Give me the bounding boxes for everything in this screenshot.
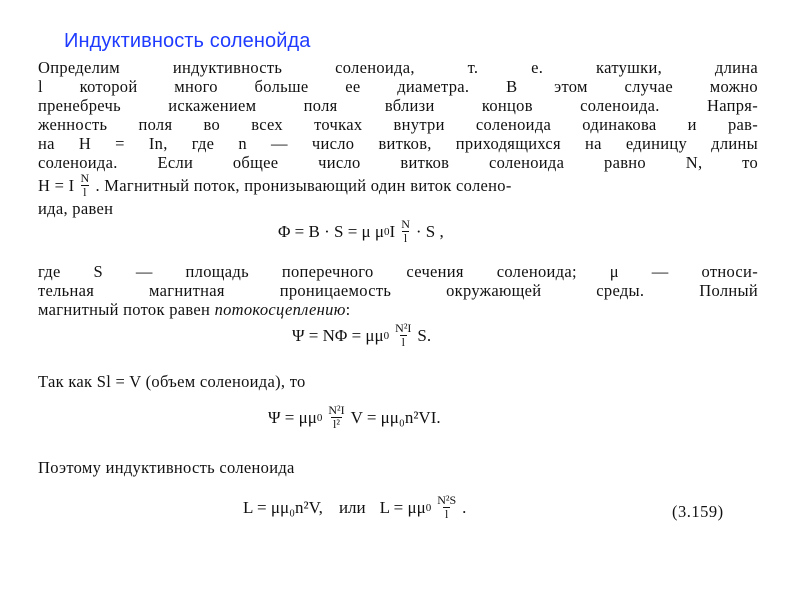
fraction-numerator: N²S [437, 493, 457, 507]
equation-part: · S , [415, 221, 444, 241]
fraction-denominator: l [445, 507, 449, 521]
fraction [393, 322, 413, 349]
text-line: Так как Sl = V (объем соленоида), то [38, 372, 306, 391]
text-line: l которой много больше ее диаметра. В этом случае можно [38, 77, 758, 96]
subscript: 0 [425, 501, 432, 514]
subscript: 0 [384, 225, 390, 238]
equation-part: S. [417, 325, 432, 345]
text-line: Поэтому индуктивность соленоида [38, 458, 295, 477]
fraction-numerator: N [401, 217, 410, 231]
fraction-n-over-l [78, 172, 91, 199]
fraction [326, 404, 346, 431]
subscript: 0 [316, 411, 323, 424]
fraction-denominator: l [403, 231, 408, 245]
fraction-numerator: N [80, 171, 90, 185]
equation-flux-linkage-volume [268, 404, 441, 431]
fraction-numerator: N²I [395, 321, 412, 335]
text-line: соленоида. Если общее число витков соленоида равно N, то [38, 153, 758, 172]
text-line [38, 300, 758, 319]
equation-part: L = μμ [379, 497, 426, 517]
text-line: тельная магнитная проницаемость окружающей среды. Полный [38, 281, 758, 300]
equation-part: Ψ = NΦ = μμ [292, 325, 384, 345]
equation-inductance [243, 494, 466, 521]
fraction-denominator: l [401, 335, 405, 349]
paragraph-inductance [38, 458, 758, 477]
equation-part: . [462, 497, 467, 517]
text-line: на H = In, где n — число витков, приходящихся на единицу длины [38, 134, 758, 153]
equation-part: L = μμ₀n²V, [243, 497, 323, 517]
slide-title: Индуктивность соленойда [64, 30, 311, 52]
text-continuation: . Магнитный поток, пронизывающий один виток солено- [95, 176, 512, 195]
equation-part: I [389, 221, 396, 241]
equation-part: Φ = B · S = μ μ [278, 221, 385, 241]
fraction [399, 218, 412, 245]
equation-part: V = μμ₀n²VI. [350, 407, 441, 427]
text-line: женность поля во всех точках внутри соленоида одинакова и рав- [38, 115, 758, 134]
fraction [435, 494, 458, 521]
equation-flux [278, 218, 444, 245]
paragraph-definition [38, 58, 758, 218]
text-part: магнитный поток равен [38, 300, 215, 319]
text-line: где S — площадь поперечного сечения соленоида; μ — относи- [38, 262, 758, 281]
text-line-with-fraction [38, 172, 758, 199]
italic-term: потокосцеплению [214, 300, 346, 319]
field-formula: H = I [38, 176, 75, 195]
equation-number: (3.159) [672, 502, 724, 521]
paragraph-volume [38, 372, 758, 391]
equation-part: Ψ = μμ [268, 407, 317, 427]
equation-flux-linkage [292, 322, 431, 349]
text-line: ида, равен [38, 199, 114, 218]
fraction-denominator: l [83, 185, 87, 199]
equation-connector: или [338, 497, 366, 517]
fraction-numerator: N²I [328, 403, 345, 417]
text-line: Определим индуктивность соленоида, т. е. катушки, длина [38, 58, 758, 77]
paragraph-area-definition [38, 262, 758, 319]
text-line: пренебречь искажением поля вблизи концов соленоида. Напря- [38, 96, 758, 115]
text-part: : [345, 300, 351, 319]
fraction-denominator: l² [333, 417, 340, 431]
subscript: 0 [383, 329, 390, 342]
